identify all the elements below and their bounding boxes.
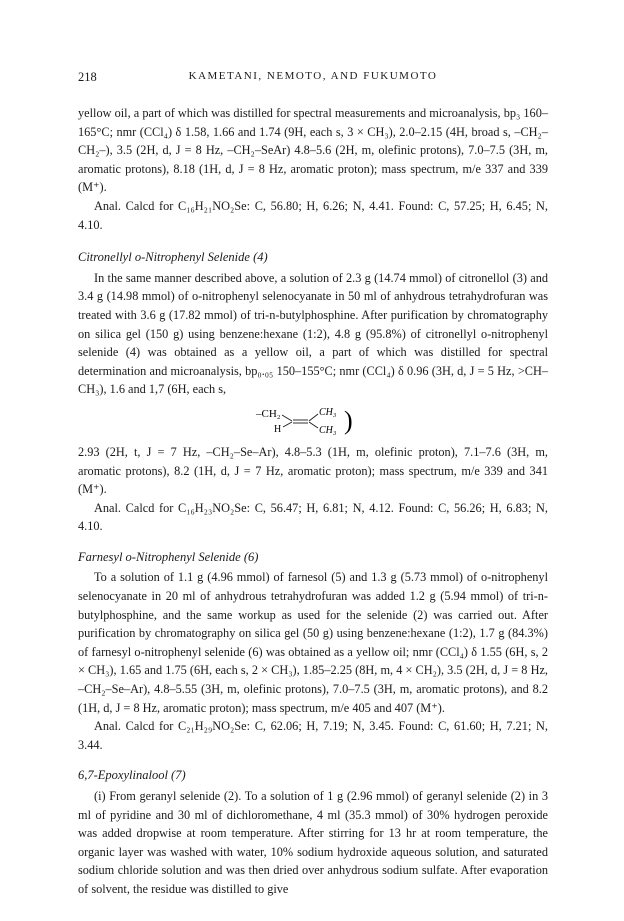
- running-head: [78, 70, 548, 88]
- running-title: KAMETANI, NEMOTO, AND FUKUMOTO: [188, 70, 438, 82]
- formula-ch2: –CH₂: [256, 407, 281, 420]
- formula-ch3-bottom: CH₃: [319, 424, 337, 436]
- heading-epoxylinalool: 6,7-Epoxylinalool (7): [78, 768, 186, 783]
- paragraph-farnesyl: To a solution of 1.1 g (4.96 mmol) of farnesol (5) and 1.3 g (5.73 mmol) of o-nitrophenyl selenocyanate in 20 ml of anhydrous tetrahydrofuran was added 1.2 g (5.94 mmol) of tri-n-butylphosphine, and the same workup as used for the selenide (2) was carried out. After purification by chromatography on silica gel (50 g) using benzene:hexane (1:2), 1.7 g (84.3%) of farnesyl o-nitrophenyl selenide (6) was obtained as a yellow oil; nmr (CCl₄) δ 1.55 (6H, s, 2 × CH₃), 1.65 and 1.75 (6H, each s, 2 × CH₃), 1.85–2.25 (8H, m, 4 × CH₂), 3.5 (2H, d, J = 8 Hz, –CH₂–Se–Ar), 4.8–5.55 (3H, m, olefinic protons), 7.0–7.5 (3H, m, aromatic protons), and 8.2 (1H, d, J = 8 Hz, aromatic proton); mass spectrum, m/e 405 and 407 (M⁺).: [78, 570, 548, 715]
- heading-farnesyl: Farnesyl o-Nitrophenyl Selenide (6): [78, 549, 259, 564]
- analysis-geranyl: Anal. Calcd for C₁₆H₂₁NO₂Se: C, 56.80; H, 6.26; N, 4.41. Found: C, 57.25; H, 6.45; N, 4.10.: [78, 198, 548, 232]
- formula-h: H: [274, 423, 282, 435]
- paragraph-citronellyl: In the same manner described above, a solution of 2.3 g (14.74 mmol) of citronellol (3) and 3.4 g (14.98 mmol) of o-nitrophenyl selenocyanate in 50 ml of anhydrous tetrahydrofuran was treated with 3.6 g (17.82 mmol) of tri-n-butylphosphine. After purification by chromatography on silica gel (150 g) using benzene:hexane (1:2), 4.8 g (95.8%) of citronellyl o-nitrophenyl selenide (4) was obtained as a yellow oil, a part of which was distilled for spectral determination and microanalysis, bp₀.₀₅ 150–155°C; nmr (CCl₄) δ 0.96 (3H, d, J = 5 Hz, >CH–CH₃), 1.6 and 1,7 (6H, each s,: [78, 270, 548, 397]
- heading-citronellyl: Citronellyl o-Nitrophenyl Selenide (4): [78, 250, 268, 265]
- analysis-farnesyl: Anal. Calcd for C₂₁H₂₉NO₂Se: C, 62.06; H, 7.19; N, 3.45. Found: C, 61.60; H, 7.21; N, 3.44.: [78, 719, 548, 752]
- paragraph-epoxylinalool: (i) From geranyl selenide (2). To a solution of 1 g (2.96 mmol) of geranyl selenide (2) in 3 ml of pyridine and 30 ml of dichloromethane, 4 ml (35.3 mmol) of 30% hydrogen peroxide was added dropwise at room temperature. After stirring for 13 hr at room temperature, the organic layer was washed with water, 10% sodium hydroxide aqueous solution, and saturated sodium chloride solution and was then dried over anhydrous sodium sulfate. After evaporation of solvent, the residue was distilled to give: [78, 789, 548, 896]
- formula-close-paren: ): [344, 405, 353, 435]
- formula-bond-ch3-bottom: [309, 422, 318, 428]
- structural-formula: [78, 403, 548, 437]
- paragraph-geranyl-continued: yellow oil, a part of which was distilled for spectral measurements and microanalysis, bp₃ 160–165°C; nmr (CCl₄) δ 1.58, 1.66 and 1.74 (9H, each s, 3 × CH₃), 2.0–2.15 (4H, broad s, –CH₂–CH₂–), 3.5 (2H, d, J = 8 Hz, –CH₂–SeAr) 4.8–5.6 (2H, m, olefinic protons), 7.0–7.5 (3H, m, aromatic protons), 8.18 (1H, d, J = 8 Hz, aromatic proton); mass spectrum, m/e 337 and 339 (M⁺).: [78, 106, 548, 195]
- formula-bond-lower: [283, 422, 292, 427]
- analysis-citronellyl: Anal. Calcd for C₁₆H₂₃NO₂Se: C, 56.47; H, 6.81; N, 4.12. Found: C, 56.26; H, 6.83; N, 4.10.: [78, 500, 548, 534]
- formula-bond-upper: [282, 415, 292, 421]
- paragraph-citronellyl-nmr: 2.93 (2H, t, J = 7 Hz, –CH₂–Se–Ar), 4.8–5.3 (1H, m, olefinic proton), 7.1–7.6 (3H, m, aromatic protons), 8.2 (1H, d, J = 7 Hz, aromatic proton); mass spectrum, m/e 339 and 341 (M⁺).: [78, 444, 548, 497]
- formula-ch3-top: CH₃: [319, 406, 337, 418]
- formula-bond-ch3-top: [309, 414, 318, 421]
- page-number: 218: [78, 70, 97, 84]
- isopropylidene-structure: [238, 403, 388, 437]
- paper-page: [78, 70, 548, 899]
